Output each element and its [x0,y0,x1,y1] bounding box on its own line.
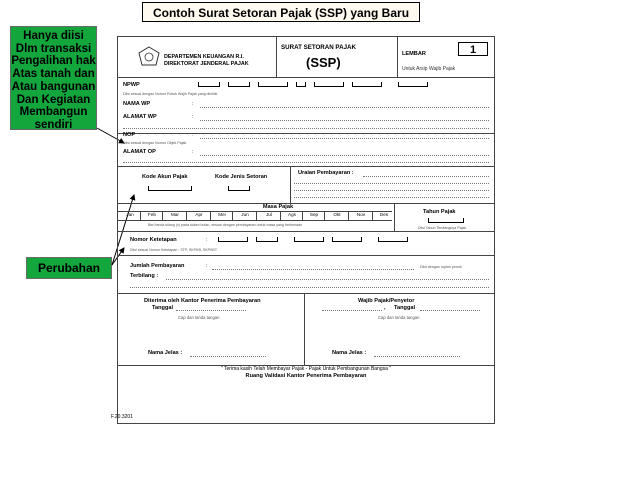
month-cell-jun[interactable]: Jun [241,212,249,217]
dept-name-1: DEPARTEMEN KEUANGAN R.I. [164,54,244,60]
jumlah-hint: Diisi dengan rupiah penuh [420,265,462,269]
alamat-wp-field-2[interactable] [123,128,489,129]
penyetor-tempat-field[interactable] [322,310,382,311]
kode-akun-boxes[interactable] [148,186,208,194]
masa-pajak-title: Masa Pajak [262,204,294,210]
uraian-field-4[interactable] [294,197,489,198]
form-code: F.20.3201 [111,414,133,420]
jumlah-field[interactable] [212,269,414,270]
penyetor-cap: Cap dan tanda tangan [378,315,420,320]
nop-field[interactable] [200,138,489,139]
nama-jelas-right-field[interactable] [374,356,460,357]
kode-jenis-label: Kode Jenis Setoran [215,174,268,180]
month-cell-mar[interactable]: Mar [171,212,179,217]
tahun-pajak-boxes[interactable] [428,218,468,226]
alamat-op-field-2[interactable] [123,162,489,163]
month-cell-okt[interactable]: Okt [333,212,341,217]
month-cell-feb[interactable]: Feb [148,212,156,217]
diterima-tanggal-label: Tanggal [152,305,174,311]
lembar-number: 1 [458,42,488,56]
diterima-title: Diterima oleh Kantor Penerima Pembayaran [144,298,261,304]
note-line: sendiri [34,118,73,131]
ketetapan-label: Nomor Ketetapan [130,237,177,243]
page-title: Contoh Surat Setoran Pajak (SSP) yang Baru [142,2,420,22]
npwp-boxes[interactable] [198,82,488,90]
alamat-op-label: ALAMAT OP [123,149,156,155]
diterima-cap: Cap dan tanda tangan [178,315,220,320]
kode-akun-label: Kode Akun Pajak [142,174,188,180]
nop-label: NOP [123,132,136,138]
note-perubahan: Perubahan [26,257,112,279]
ketetapan-boxes[interactable] [218,237,418,245]
diterima-tanggal-field[interactable] [176,310,246,311]
month-cell-apr[interactable]: Apr [195,212,203,217]
penyetor-tanggal-label: Tanggal [394,305,416,311]
jumlah-colon: : [206,263,208,269]
nama-jelas-left-field[interactable] [190,356,266,357]
ssp-title: SURAT SETORAN PAJAK [281,44,356,51]
note-line: Hanya diisi [23,30,84,42]
lembar-note: Untuk Arsip Wajib Pajak [402,66,456,72]
penyetor-comma: , [384,305,386,311]
nama-wp-colon: : [192,101,194,107]
npwp-hint: Diisi sesuai dengan Nomor Pokok Wajib Pajak yang dimiliki [123,92,218,96]
jumlah-label: Jumlah Pembayaran [130,263,185,269]
nama-wp-field[interactable] [200,107,489,108]
penyetor-tanggal-field[interactable] [420,310,480,311]
ssp-abbreviation: (SSP) [306,55,341,70]
npwp-label: NPWP [123,82,140,88]
note-line: Pengalihan hak [11,55,96,68]
thanks-text: " Terima kasih Telah Membayar Pajak - Pajak Untuk Pembangunan Bangsa " [220,366,392,372]
uraian-field-3[interactable] [294,190,489,191]
month-cell-nov[interactable]: Nov [356,212,366,217]
alamat-op-colon: : [192,149,194,155]
garuda-logo-icon [138,46,160,66]
alamat-wp-label: ALAMAT WP [123,114,157,120]
uraian-label: Uraian Pembayaran : [298,170,354,176]
terbilang-field-2[interactable] [130,287,489,288]
terbilang-field[interactable] [166,279,489,280]
nama-wp-label: NAMA WP [123,101,151,107]
dept-name-2: DIREKTORAT JENDERAL PAJAK [164,61,249,67]
note-line: Dlm transaksi [15,42,92,55]
wajib-pajak-title: Wajib Pajak/Penyetor [358,298,415,304]
month-cell-jan[interactable]: Jan [126,212,134,217]
uraian-field-2[interactable] [294,183,489,184]
note-line: Atau bangunan [11,80,96,93]
lembar-label: LEMBAR [402,51,426,57]
month-cell-des[interactable]: Des [379,212,389,217]
tahun-hint: Diisi Tahun Terutangnya Pajak [418,226,467,230]
note-line: Dan Kegiatan [16,93,91,106]
alamat-wp-colon: : [192,114,194,120]
uraian-field[interactable] [363,176,489,177]
ssp-form [111,36,495,424]
month-cell-ags[interactable]: Ags [288,212,296,217]
nama-jelas-right-label: Nama Jelas : [332,350,367,356]
kode-jenis-boxes[interactable] [228,186,268,194]
terbilang-label: Terbilang : [130,273,159,279]
alamat-op-field[interactable] [200,155,489,156]
month-cell-mei[interactable]: Mei [218,212,226,217]
validasi-label: Ruang Validasi Kantor Penerima Pembayaran [245,373,367,379]
month-cell-sep[interactable]: Sep [309,212,319,217]
note-line: Membangun [19,106,88,119]
alamat-wp-field[interactable] [200,120,489,121]
nop-colon: : [192,132,194,138]
tahun-pajak-label: Tahun Pajak [423,209,456,215]
nama-jelas-left-label: Nama Jelas : [148,350,183,356]
nop-hint: Diisi sesuai dengan Nomor Objek Pajak [123,141,187,145]
masa-hint: Beri tanda silang (x) pada kolom bulan, sesuai dengan pembayaran untuk masa yang berkenaan [148,223,303,227]
ketetapan-hint: Diisi sesuai Nomor Ketetapan : STP, SKPKB, SKPKBT [130,248,218,252]
note-line: Atas tanah dan [12,68,95,81]
ketetapan-colon: : [206,237,208,243]
month-cell-jul[interactable]: Jul [266,212,272,217]
